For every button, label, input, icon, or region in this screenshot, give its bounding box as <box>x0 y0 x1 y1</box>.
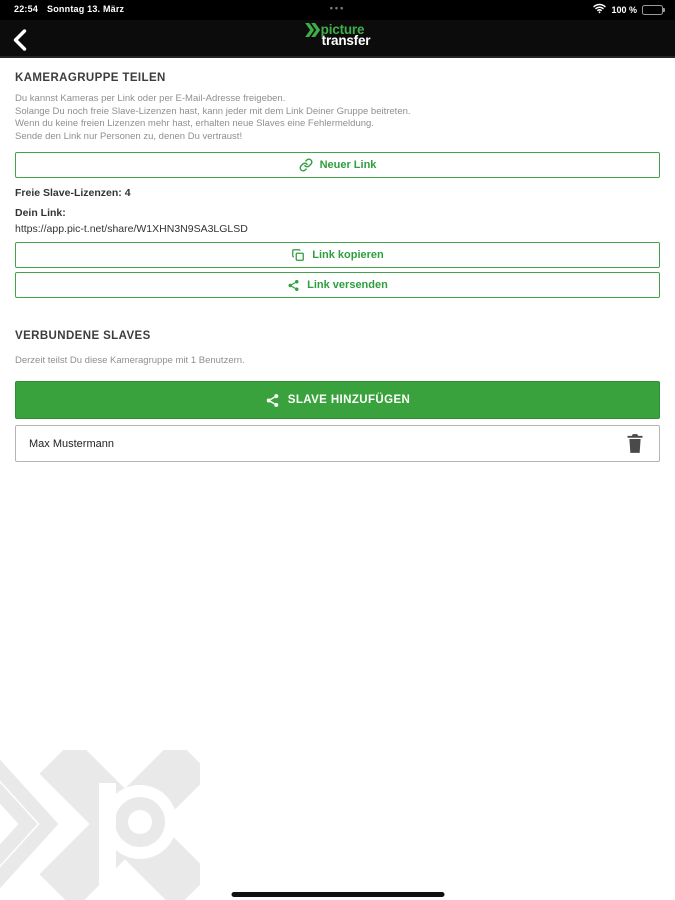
your-link-label: Dein Link: <box>15 207 66 220</box>
description-line: Wenn du keine freien Lizenzen mehr hast, erhalten neue Slaves eine Fehlermeldung. <box>15 118 374 130</box>
add-slave-button-label: SLAVE HINZUFÜGEN <box>287 394 411 407</box>
logo-word-transfer: transfer <box>321 33 371 48</box>
new-link-button[interactable] <box>15 152 660 178</box>
description-line: Du kannst Kameras per Link oder per E-Mail-Adresse freigeben. <box>15 93 286 104</box>
copy-icon <box>291 248 305 262</box>
logo-word-picture: picture <box>320 22 365 38</box>
trash-icon <box>626 433 644 454</box>
home-indicator[interactable] <box>231 892 444 897</box>
slaves-section-description: Derzeit teilst Du diese Kameragruppe mit 1 Benutzern. <box>15 355 245 367</box>
send-link-button-label: Link versenden <box>307 279 388 292</box>
multitask-dots: ••• <box>329 3 346 13</box>
delete-slave-button[interactable] <box>626 433 646 455</box>
wifi-icon <box>593 3 606 16</box>
status-time: 22:54 <box>14 4 39 14</box>
free-licenses-label: Freie Slave-Lizenzen: 4 <box>15 187 131 200</box>
copy-link-button-label: Link kopieren <box>312 249 384 262</box>
app-logo <box>305 23 371 48</box>
back-chevron-icon <box>13 29 27 51</box>
slave-list-item <box>15 425 660 462</box>
status-date: Sonntag 13. März <box>47 4 125 14</box>
share-icon <box>287 279 300 292</box>
description-line: Sende den Link nur Personen zu, denen Du vertraust! <box>15 130 243 142</box>
logo-chevron-icon <box>305 23 320 37</box>
slaves-section-title: VERBUNDENE SLAVES <box>15 330 151 343</box>
copy-link-button[interactable] <box>15 242 660 268</box>
watermark-logo <box>0 750 200 900</box>
battery-icon <box>642 5 663 15</box>
share-section-description <box>15 93 660 143</box>
share-icon <box>265 393 280 408</box>
main-content <box>15 58 660 462</box>
battery-percent: 100 % <box>611 4 637 15</box>
send-link-button[interactable] <box>15 272 660 298</box>
add-slave-button[interactable] <box>15 381 660 419</box>
slave-name: Max Mustermann <box>29 437 114 450</box>
new-link-button-label: Neuer Link <box>319 159 377 172</box>
share-section-title: KAMERAGRUPPE TEILEN <box>15 72 166 84</box>
share-link-url: https://app.pic-t.net/share/W1XHN3N9SA3LGLSD <box>15 223 248 236</box>
link-icon <box>299 158 313 172</box>
description-line: Solange Du noch freie Slave-Lizenzen hast, kann jeder mit dem Link Deiner Gruppe beitreten. <box>15 105 411 117</box>
status-bar <box>0 0 675 20</box>
back-button[interactable] <box>13 28 39 52</box>
nav-bar <box>0 20 675 58</box>
